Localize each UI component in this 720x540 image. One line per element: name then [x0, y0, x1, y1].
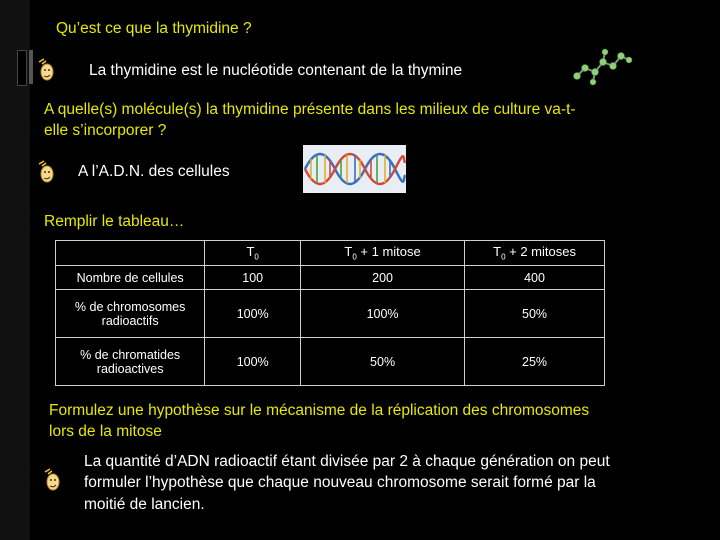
- table-row: [56, 290, 605, 338]
- answer2-line2: formuler l’hypothèse que chaque nouveau chromosome serait formé par la: [84, 474, 596, 491]
- hypothesis-line1: Formulez une hypothèse sur le mécanisme de la réplication des chromosomes: [49, 402, 590, 419]
- row-label: % de chromosomes radioactifs: [56, 290, 205, 338]
- answer1-text: A l’A.D.N. des cellules: [78, 163, 230, 180]
- table-row: [56, 266, 605, 290]
- instruction-text: Remplir le tableau…: [44, 213, 185, 230]
- table-cell: 25%: [465, 338, 605, 386]
- molecule-image: [571, 46, 633, 86]
- table-cell: 100: [205, 266, 301, 290]
- table-header-cell: $T_0$: [205, 241, 301, 266]
- table-row: [56, 338, 605, 386]
- dna-helix-image: [303, 145, 406, 193]
- question1-line1: A quelle(s) molécule(s) la thymidine présente dans les milieux de culture va-t-: [44, 101, 576, 118]
- table-cell: 100%: [205, 290, 301, 338]
- slide-title: Qu’est ce que la thymidine ?: [56, 20, 252, 37]
- answer2-line1: La quantité d’ADN radioactif étant divisée par 2 à chaque génération on peut: [84, 453, 610, 470]
- definition-text: La thymidine est le nucléotide contenant de la thymine: [89, 62, 463, 79]
- results-table: [55, 240, 605, 386]
- hypothesis-line2: lors de la mitose: [49, 423, 162, 440]
- thinking-person-icon: [36, 58, 58, 84]
- thinking-person-icon: [42, 468, 64, 494]
- decorative-bar-grey: [29, 50, 33, 84]
- row-label: % de chromatides radioactives: [56, 338, 205, 386]
- decorative-bar: [17, 50, 27, 86]
- question1-line2: elle s’incorporer ?: [44, 122, 167, 139]
- row-label: Nombre de cellules: [56, 266, 205, 290]
- table-cell: 400: [465, 266, 605, 290]
- table-cell: 50%: [301, 338, 465, 386]
- table-cell: 200: [301, 266, 465, 290]
- thinking-person-icon: [36, 160, 58, 186]
- table-header-cell: $T_0 + 1$ mitose: [301, 241, 465, 266]
- table-cell: 100%: [205, 338, 301, 386]
- table-header-row: [56, 241, 605, 266]
- table-cell: 50%: [465, 290, 605, 338]
- table-cell: 100%: [301, 290, 465, 338]
- table-corner-cell: [56, 241, 205, 266]
- table-header-cell: $T_0 + 2$ mitoses: [465, 241, 605, 266]
- answer2-line3: moitié de lancien.: [84, 496, 205, 513]
